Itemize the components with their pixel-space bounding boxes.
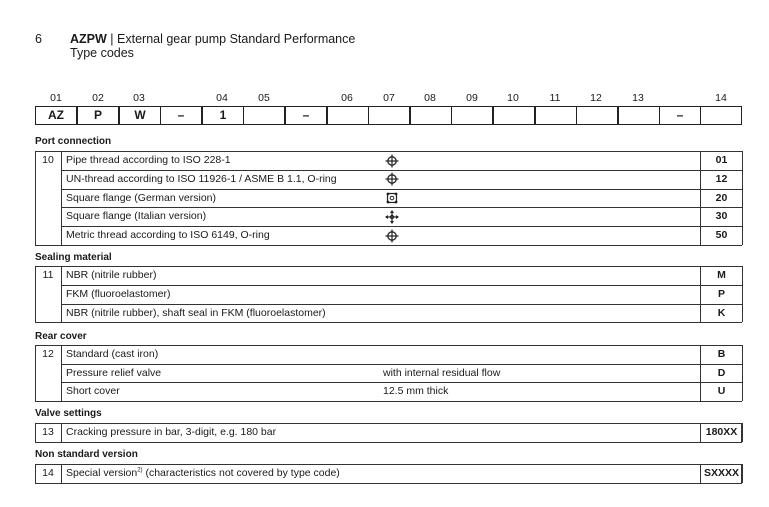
title-separator: |: [106, 32, 118, 46]
row-divider: [61, 226, 742, 227]
page-subtitle: Type codes: [70, 46, 134, 60]
section-title: Rear cover: [35, 331, 87, 342]
type-code-cell: P: [77, 106, 119, 125]
type-code-cell: –: [285, 106, 327, 125]
type-code-value: 12: [715, 172, 728, 185]
table-border: [61, 266, 62, 322]
row-description: Pressure relief valve: [66, 366, 162, 379]
type-code-value: D: [717, 366, 726, 379]
crosshair-icon: [385, 172, 399, 186]
type-code-cell: [618, 106, 660, 125]
row-description: Square flange (Italian version): [66, 210, 207, 223]
table-border: [35, 322, 742, 323]
row-description: Short cover: [66, 385, 120, 398]
row-description: UN-thread according to ISO 11926-1 / ASME B 1.1, O-ring: [66, 172, 337, 185]
row-divider: [61, 364, 742, 365]
table-border: [35, 345, 742, 346]
row-divider: [61, 207, 742, 208]
column-number-04: 04: [216, 92, 228, 104]
column-number-11: 11: [549, 92, 561, 104]
page-title: [70, 32, 355, 46]
table-border: [742, 266, 743, 322]
table-border: [35, 245, 742, 246]
table-border: [35, 442, 742, 443]
type-code-cell: [700, 106, 742, 125]
type-code-value: SXXXX: [703, 467, 740, 479]
type-code-cell: [576, 106, 618, 125]
title-text: External gear pump Standard Performance: [117, 32, 356, 46]
type-code-value: 180XX: [705, 426, 738, 438]
section-number: 10: [42, 154, 54, 166]
type-code-cell: [410, 106, 452, 125]
type-code-value: 50: [715, 229, 728, 242]
column-number-03: 03: [133, 92, 145, 104]
table-border: [742, 345, 743, 401]
section-title: Sealing material: [35, 252, 112, 263]
type-code-cell: [243, 106, 285, 125]
type-code-cell: W: [119, 106, 161, 125]
column-number-13: 13: [632, 92, 644, 104]
type-code-value: B: [717, 348, 726, 360]
type-code-cell: [535, 106, 577, 125]
row-text: Special version: [66, 467, 138, 479]
table-border: [35, 151, 742, 152]
page-number: 6: [35, 32, 42, 46]
table-border: [35, 423, 742, 424]
table-border: [61, 345, 62, 401]
row-description: Cracking pressure in bar, 3-digit, e.g. 180 bar: [66, 426, 277, 438]
column-number-12: 12: [590, 92, 602, 104]
column-number-08: 08: [424, 92, 436, 104]
section-number: 11: [42, 269, 54, 281]
type-code-cell: [327, 106, 369, 125]
row-divider: [61, 189, 742, 190]
column-number-10: 10: [507, 92, 519, 104]
table-border: [742, 423, 743, 442]
row-divider: [61, 382, 742, 383]
row-description: NBR (nitrile rubber), shaft seal in FKM (fluoroelastomer): [66, 306, 326, 319]
row-description: NBR (nitrile rubber): [66, 269, 157, 281]
column-number-05: 05: [258, 92, 270, 104]
row-divider: [61, 304, 742, 305]
section-title: Valve settings: [35, 408, 102, 419]
row-divider: [61, 285, 742, 286]
type-code-cell: –: [160, 106, 202, 125]
row-note: with internal residual flow: [383, 366, 501, 379]
type-code-value: 20: [715, 191, 728, 204]
row-note: 12.5 mm thick: [383, 385, 449, 398]
crosshair-icon: [385, 154, 399, 168]
product-name: AZPW: [70, 32, 107, 46]
column-number-06: 06: [341, 92, 353, 104]
row-divider: [61, 170, 742, 171]
type-code-value: 01: [715, 154, 728, 166]
crosshair-icon: [385, 229, 399, 243]
column-number-09: 09: [466, 92, 478, 104]
column-number-02: 02: [92, 92, 104, 104]
row-description: Square flange (German version): [66, 191, 216, 204]
type-code-value: M: [717, 269, 726, 281]
type-code-value: K: [717, 306, 726, 319]
table-border: [742, 151, 743, 245]
table-border: [35, 401, 742, 402]
table-border: [742, 464, 743, 483]
type-code-cell: [451, 106, 493, 125]
type-code-value: 30: [715, 210, 728, 223]
type-code-value: P: [717, 287, 725, 300]
row-description: Metric thread according to ISO 6149, O-ring: [66, 229, 270, 242]
table-border: [35, 464, 742, 465]
row-description: FKM (fluoroelastomer): [66, 287, 171, 300]
table-border: [61, 423, 62, 442]
type-code-cell: [493, 106, 535, 125]
square-flange-icon: [385, 191, 399, 205]
cross-arrows-icon: [385, 210, 399, 224]
table-border: [61, 151, 62, 245]
type-code-cell: AZ: [35, 106, 77, 125]
type-code-value: U: [717, 385, 726, 398]
section-number: 12: [42, 348, 54, 360]
table-border: [35, 483, 742, 484]
section-number: 13: [42, 426, 54, 438]
footnote-ref: 2): [137, 467, 143, 474]
row-description: Standard (cast iron): [66, 348, 159, 360]
type-code-cell: [368, 106, 410, 125]
row-description: Pipe thread according to ISO 228-1: [66, 154, 231, 166]
column-number-14: 14: [715, 92, 727, 104]
row-description: [66, 467, 340, 479]
section-number: 14: [42, 467, 54, 479]
section-title: Port connection: [35, 136, 112, 147]
section-title: Non standard version: [35, 449, 138, 460]
column-number-01: 01: [50, 92, 62, 104]
row-text-after: (characteristics not covered by type code): [142, 467, 340, 479]
type-code-cell: 1: [202, 106, 244, 125]
table-border: [61, 464, 62, 483]
column-number-07: 07: [383, 92, 395, 104]
type-code-cell: –: [659, 106, 701, 125]
table-border: [35, 266, 742, 267]
